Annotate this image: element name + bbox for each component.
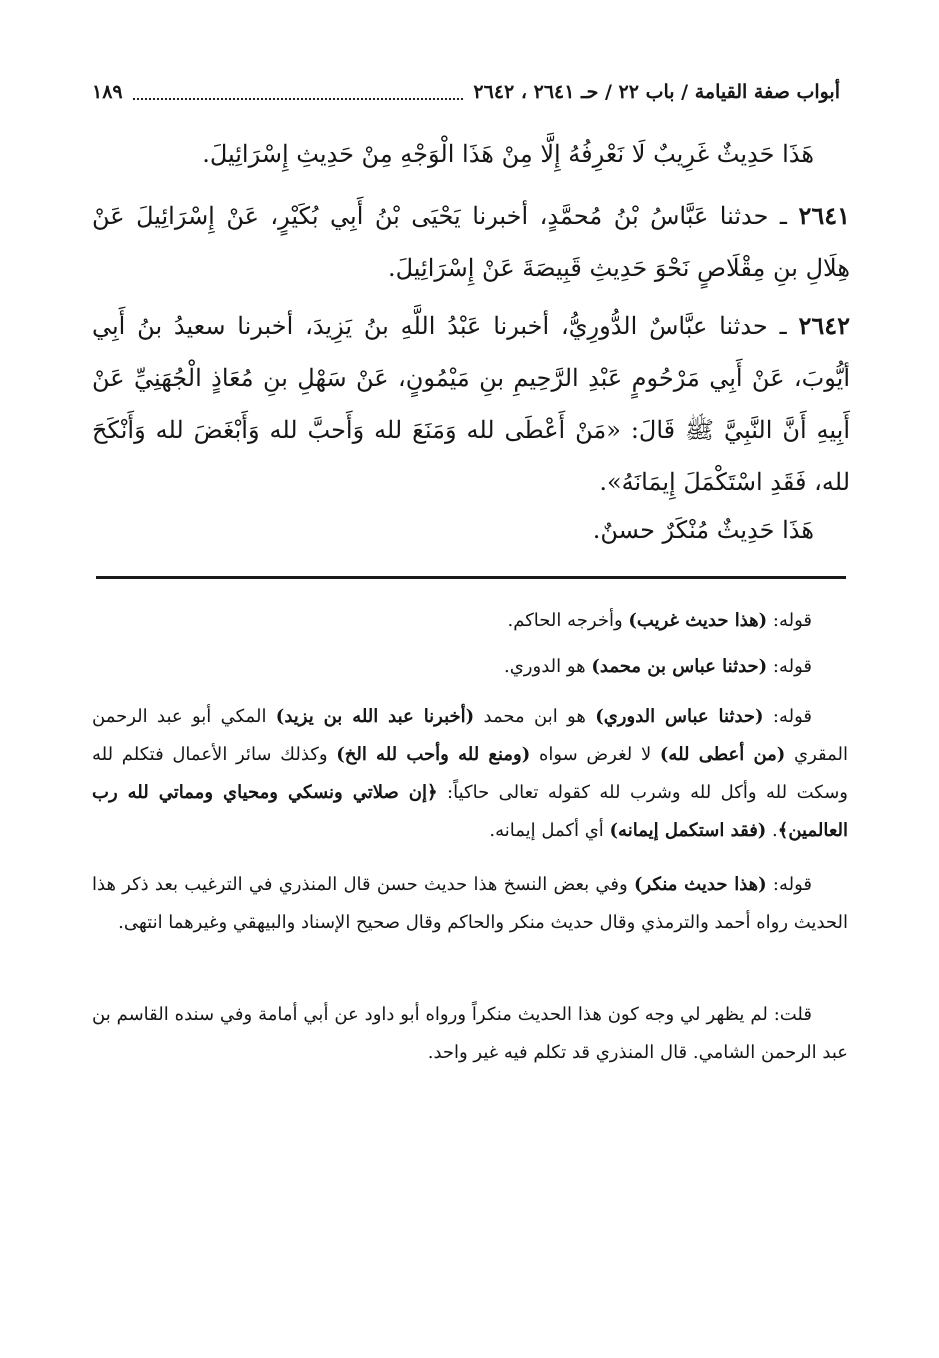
note-quote: (ومنع لله وأحب لله الخ)	[336, 744, 531, 765]
hadith-2642	[92, 300, 850, 508]
commentary-note	[92, 996, 848, 1072]
chapter-heading: أبواب صفة القيامة / باب ٢٢ / حـ ٢٦٤١ ، ٢٦٤٢	[473, 81, 840, 103]
note-lead: قوله:	[763, 706, 813, 727]
note-text: أي أكمل إيمانه.	[489, 820, 610, 841]
commentary-note	[92, 698, 848, 850]
note-quote: (من أعطى لله)	[659, 744, 786, 765]
note-quote: (حدثنا عباس الدوري)	[595, 706, 764, 727]
note-lead: قوله:	[767, 610, 812, 631]
commentary-note	[92, 602, 848, 640]
leader-dots	[133, 96, 464, 100]
page-number: ١٨٩	[92, 81, 123, 103]
note-text: لا لغرض سواه	[530, 744, 660, 765]
hadith-text: ـ حدثنا عَبَّاسُ بْنُ مُحمَّدٍ، أخبرنا يَحْيَى بْنُ أَبِي بُكَيْرٍ، عَنْ إِسْرَائِيلَ عَنْ هِلَالِ بنِ مِقْلَاصٍ نَحْوَ حَدِيثِ قَبِيصَةَ عَنْ إِسْرَائِيلَ.	[92, 202, 850, 282]
quran-quote: ﴿إن صلاتي ونسكي ومحياي ومماتي لله رب العالمين﴾	[92, 782, 848, 841]
note-text: وكذلك سائر الأعمال فتكلم لله وسكت لله وأكل لله وشرب لله كقوله تعالى حاكياً:	[92, 744, 848, 803]
footnote-separator	[96, 576, 846, 579]
running-header	[92, 72, 840, 112]
hadith-text: ـ حدثنا عبَّاسٌ الدُّورِيُّ، أخبرنا عَبْدُ اللَّهِ بنُ يَزِيدَ، أخبرنا سعيدُ بنُ أَبِي أيُّوبَ، عَنْ أَبِي مَرْحُومٍ عَبْدِ الرَّحِيمِ بنِ مَيْمُونٍ، عَنْ سَهْلِ بنِ مُعَاذٍ الْجُهَنِيِّ عَنْ أَبِيهِ أَنَّ النَّبِيَّ ﷺ قَالَ: «مَنْ أَعْطَى لله وَمَنَعَ لله وَأَحبَّ لله وَأَبْغَضَ لله وَأَنْكَحَ لله، فَقَدِ اسْتَكْمَلَ إِيمَانَهُ».	[92, 312, 850, 496]
hadith-grading-text: هَذَا حَدِيثٌ غَرِيبٌ لَا نَعْرِفُهُ إِلَّا مِنْ هَذَا الْوَجْهِ مِنْ حَدِيثِ إِسْرَائِيلَ.	[202, 140, 814, 168]
commentary-note	[92, 648, 848, 686]
hadith-2641	[92, 190, 850, 294]
note-quote: (هذا حديث غريب)	[628, 610, 768, 631]
note-text: قلت: لم يظهر لي وجه كون هذا الحديث منكراً ورواه أبو داود عن أبي أمامة وفي سنده القاسم بن عبد الرحمن الشامي. قال المنذري قد تكلم فيه غير واحد.	[92, 1004, 848, 1063]
hadith-number: ٢٦٤١	[798, 201, 850, 230]
note-quote: (هذا حديث منكر)	[633, 874, 767, 895]
note-text: وأخرجه الحاكم.	[507, 610, 629, 631]
hadith-comment	[92, 132, 850, 176]
note-quote: (أخبرنا عبد الله بن يزيد)	[275, 706, 475, 727]
note-quote: (حدثنا عباس بن محمد)	[591, 656, 768, 677]
note-text: وفي بعض النسخ هذا حديث حسن قال المنذري في الترغيب بعد ذكر هذا الحديث رواه أحمد والترمذي وقال حديث منكر والحاكم وقال صحيح الإسناد والبيهقي وغيرهما انتهى.	[92, 874, 848, 933]
note-lead: قوله:	[767, 656, 812, 677]
note-quote: (فقد استكمل إيمانه)	[609, 820, 767, 841]
commentary-note	[92, 866, 848, 942]
hadith-grading	[92, 508, 850, 552]
note-text: المكي أبو عبد الرحمن المقري	[92, 706, 849, 765]
note-text: هو الدوري.	[504, 656, 592, 677]
note-text: هو ابن محمد	[474, 706, 596, 727]
note-text: .	[766, 820, 778, 841]
hadith-grading-text: هَذَا حَدِيثٌ مُنْكَرٌ حسنٌ.	[592, 516, 814, 544]
hadith-number: ٢٦٤٢	[798, 311, 850, 340]
note-lead: قوله:	[766, 874, 812, 895]
